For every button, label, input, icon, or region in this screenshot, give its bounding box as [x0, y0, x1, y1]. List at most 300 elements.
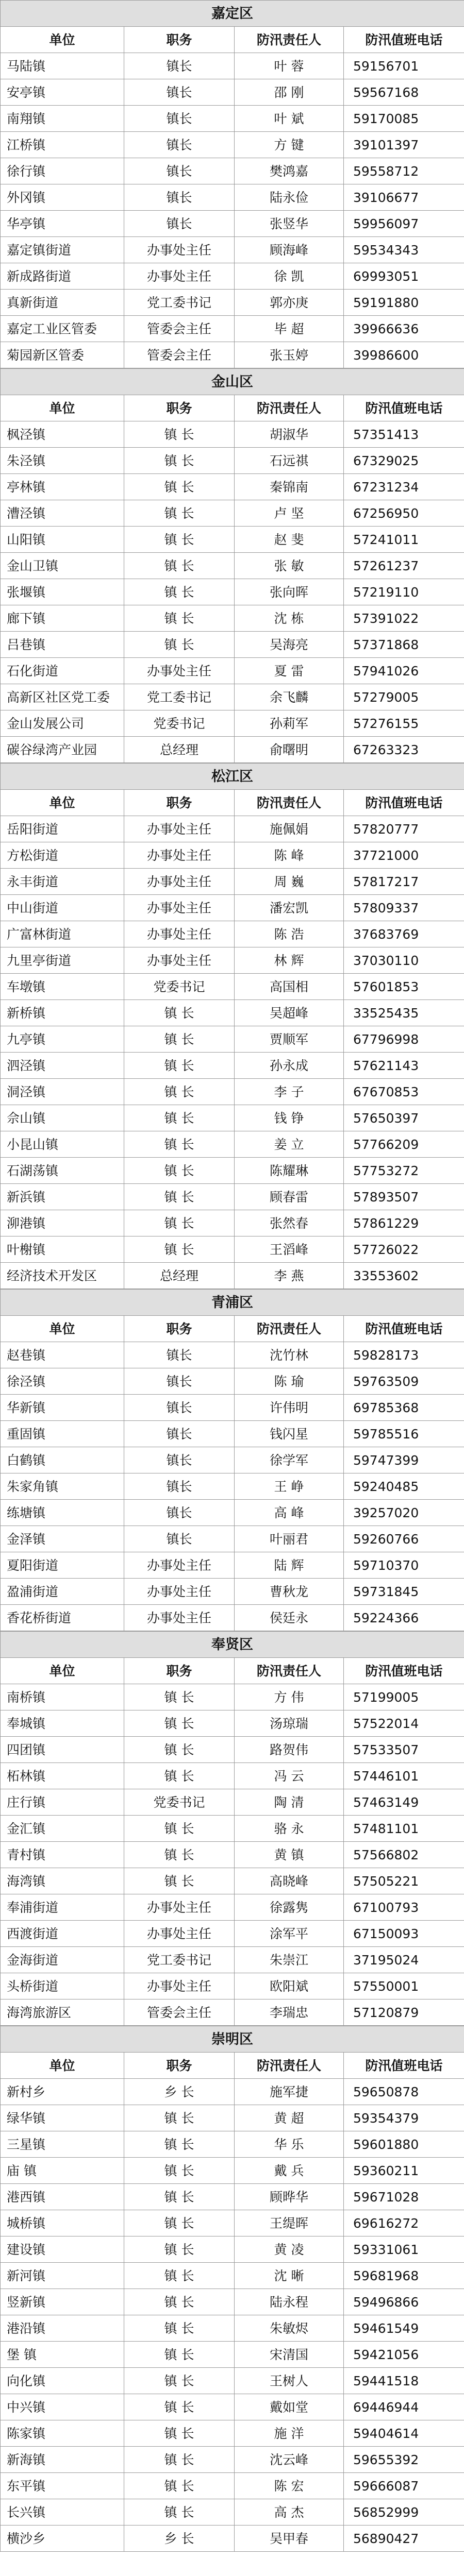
duty-phone: 57650397	[344, 1105, 464, 1131]
unit-role: 镇 长	[124, 2236, 235, 2263]
unit-role: 镇 长	[124, 1737, 235, 1763]
table-row	[1, 842, 464, 869]
unit-name: 石化街道	[1, 658, 124, 684]
responsible-person: 吴海亮	[235, 632, 344, 658]
responsible-person: 陈 浩	[235, 921, 344, 947]
responsible-person: 沈云峰	[235, 2447, 344, 2473]
duty-phone: 33553602	[344, 1263, 464, 1289]
duty-phone: 69785368	[344, 1395, 464, 1421]
duty-phone: 57481101	[344, 1816, 464, 1842]
unit-name: 经济技术开发区	[1, 1263, 124, 1289]
unit-name: 张堰镇	[1, 579, 124, 605]
unit-role: 总经理	[124, 737, 235, 763]
header-person: 防汛责任人	[235, 2053, 344, 2079]
responsible-person: 周 巍	[235, 869, 344, 895]
duty-phone: 57601853	[344, 974, 464, 1000]
unit-role: 镇 长	[124, 553, 235, 579]
unit-role: 镇 长	[124, 632, 235, 658]
table-row	[1, 2526, 464, 2552]
table-row	[1, 816, 464, 842]
table-row	[1, 1368, 464, 1395]
unit-role: 镇长	[124, 1421, 235, 1447]
header-phone: 防汛值班电话	[344, 2053, 464, 2079]
header-phone: 防汛值班电话	[344, 1316, 464, 1342]
duty-phone: 69993051	[344, 263, 464, 290]
unit-role: 办事处主任	[124, 263, 235, 290]
responsible-person: 徐露隽	[235, 1894, 344, 1921]
unit-name: 菊园新区管委	[1, 342, 124, 368]
duty-phone: 59956097	[344, 211, 464, 237]
unit-name: 头桥街道	[1, 1973, 124, 1999]
responsible-person: 陈耀琳	[235, 1158, 344, 1184]
table-row	[1, 53, 464, 79]
duty-phone: 59558712	[344, 158, 464, 184]
table-row	[1, 421, 464, 448]
district-name: 嘉定区	[1, 1, 464, 27]
responsible-person: 石远祺	[235, 448, 344, 474]
responsible-person: 顾海峰	[235, 237, 344, 263]
duty-phone: 59331061	[344, 2236, 464, 2263]
header-person: 防汛责任人	[235, 395, 344, 421]
duty-phone: 67263323	[344, 737, 464, 763]
unit-role: 镇 长	[124, 2420, 235, 2447]
table-row	[1, 2131, 464, 2158]
duty-phone: 57505221	[344, 1868, 464, 1894]
duty-phone: 39106677	[344, 184, 464, 211]
unit-role: 镇长	[124, 1473, 235, 1500]
unit-role: 办事处主任	[124, 842, 235, 869]
unit-name: 金汇镇	[1, 1816, 124, 1842]
duty-phone: 57351413	[344, 421, 464, 448]
unit-role: 镇 长	[124, 1026, 235, 1053]
table-row	[1, 1526, 464, 1552]
unit-role: 办事处主任	[124, 921, 235, 947]
unit-name: 石湖荡镇	[1, 1158, 124, 1184]
responsible-person: 沈 栋	[235, 605, 344, 632]
responsible-person: 涂军平	[235, 1921, 344, 1947]
duty-phone: 59354379	[344, 2105, 464, 2131]
responsible-person: 陆永程	[235, 2289, 344, 2315]
unit-role: 镇 长	[124, 1868, 235, 1894]
responsible-person: 王树人	[235, 2368, 344, 2394]
responsible-person: 陈 峰	[235, 842, 344, 869]
district-title-row	[1, 1290, 464, 1316]
table-row	[1, 2236, 464, 2263]
duty-phone: 57241011	[344, 527, 464, 553]
duty-phone: 67100793	[344, 1894, 464, 1921]
header-person: 防汛责任人	[235, 1316, 344, 1342]
unit-role: 镇 长	[124, 1842, 235, 1868]
unit-name: 西渡街道	[1, 1921, 124, 1947]
unit-name: 长兴镇	[1, 2499, 124, 2526]
duty-phone: 57261237	[344, 553, 464, 579]
unit-name: 堡 镇	[1, 2342, 124, 2368]
table-row	[1, 1842, 464, 1868]
unit-name: 永丰街道	[1, 869, 124, 895]
responsible-person: 欧阳斌	[235, 1973, 344, 1999]
unit-name: 中山街道	[1, 895, 124, 921]
unit-name: 重固镇	[1, 1421, 124, 1447]
unit-role: 乡 长	[124, 2079, 235, 2105]
unit-role: 管委会主任	[124, 316, 235, 342]
table-row	[1, 895, 464, 921]
unit-name: 嘉定镇街道	[1, 237, 124, 263]
duty-phone: 57809337	[344, 895, 464, 921]
unit-role: 镇 长	[124, 1131, 235, 1158]
responsible-person: 俞曙明	[235, 737, 344, 763]
responsible-person: 曹秋龙	[235, 1579, 344, 1605]
district-title-row	[1, 1, 464, 27]
duty-phone: 59666087	[344, 2473, 464, 2499]
unit-name: 朱泾镇	[1, 448, 124, 474]
table-row	[1, 553, 464, 579]
responsible-person: 方 伟	[235, 1684, 344, 1710]
duty-phone: 69446944	[344, 2394, 464, 2420]
unit-role: 镇 长	[124, 579, 235, 605]
unit-name: 竖新镇	[1, 2289, 124, 2315]
unit-role: 办事处主任	[124, 947, 235, 974]
table-row	[1, 1447, 464, 1473]
responsible-person: 宋清国	[235, 2342, 344, 2368]
responsible-person: 侯廷永	[235, 1605, 344, 1631]
responsible-person: 潘宏凯	[235, 895, 344, 921]
duty-phone: 59260766	[344, 1526, 464, 1552]
district-table	[0, 0, 464, 368]
column-header-row	[1, 27, 464, 53]
unit-role: 镇 长	[124, 2210, 235, 2236]
unit-name: 柘林镇	[1, 1763, 124, 1789]
responsible-person: 戴如堂	[235, 2394, 344, 2420]
table-row	[1, 1131, 464, 1158]
duty-phone: 59681968	[344, 2263, 464, 2289]
unit-name: 青村镇	[1, 1842, 124, 1868]
duty-phone: 59534343	[344, 237, 464, 263]
duty-phone: 57941026	[344, 658, 464, 684]
duty-phone: 59671028	[344, 2184, 464, 2210]
duty-phone: 57820777	[344, 816, 464, 842]
responsible-person: 王缇晖	[235, 2210, 344, 2236]
unit-role: 镇长	[124, 1395, 235, 1421]
header-phone: 防汛值班电话	[344, 395, 464, 421]
table-row	[1, 1999, 464, 2026]
duty-phone: 59763509	[344, 1368, 464, 1395]
unit-name: 金山卫镇	[1, 553, 124, 579]
table-row	[1, 710, 464, 737]
district-table	[0, 763, 464, 1289]
unit-name: 漕泾镇	[1, 500, 124, 527]
unit-role: 镇 长	[124, 1000, 235, 1026]
header-phone: 防汛值班电话	[344, 1658, 464, 1684]
unit-name: 马陆镇	[1, 53, 124, 79]
unit-name: 廊下镇	[1, 605, 124, 632]
unit-role: 镇 长	[124, 2368, 235, 2394]
responsible-person: 毕 超	[235, 316, 344, 342]
unit-role: 镇 长	[124, 1710, 235, 1737]
duty-phone: 57533507	[344, 1737, 464, 1763]
district-name: 崇明区	[1, 2026, 464, 2053]
duty-phone: 59360211	[344, 2158, 464, 2184]
header-unit: 单位	[1, 1658, 124, 1684]
unit-name: 华新镇	[1, 1395, 124, 1421]
responsible-person: 黄 凌	[235, 2236, 344, 2263]
unit-name: 绿华镇	[1, 2105, 124, 2131]
table-row	[1, 2263, 464, 2289]
unit-name: 九里亭街道	[1, 947, 124, 974]
unit-role: 镇 长	[124, 1184, 235, 1210]
unit-role: 镇 长	[124, 2394, 235, 2420]
duty-phone: 56890427	[344, 2526, 464, 2552]
duty-phone: 59731845	[344, 1579, 464, 1605]
unit-role: 办事处主任	[124, 869, 235, 895]
unit-role: 镇 长	[124, 1684, 235, 1710]
unit-role: 镇 长	[124, 1236, 235, 1263]
unit-name: 庄行镇	[1, 1789, 124, 1816]
unit-role: 镇 长	[124, 474, 235, 500]
unit-name: 洞泾镇	[1, 1079, 124, 1105]
responsible-person: 陆永俭	[235, 184, 344, 211]
responsible-person: 施 洋	[235, 2420, 344, 2447]
responsible-person: 高晓峰	[235, 1868, 344, 1894]
duty-phone: 67256950	[344, 500, 464, 527]
unit-role: 镇 长	[124, 1079, 235, 1105]
responsible-person: 陈 瑜	[235, 1368, 344, 1395]
unit-name: 三星镇	[1, 2131, 124, 2158]
unit-name: 新浜镇	[1, 1184, 124, 1210]
responsible-person: 朱崇江	[235, 1947, 344, 1973]
unit-role: 镇 长	[124, 1763, 235, 1789]
unit-name: 金泽镇	[1, 1526, 124, 1552]
table-row	[1, 1552, 464, 1579]
unit-role: 镇 长	[124, 1053, 235, 1079]
district-table	[0, 368, 464, 763]
unit-role: 镇长	[124, 1526, 235, 1552]
unit-name: 广富林街道	[1, 921, 124, 947]
unit-role: 镇长	[124, 184, 235, 211]
unit-role: 镇 长	[124, 2499, 235, 2526]
duty-phone: 67150093	[344, 1921, 464, 1947]
duty-phone: 57276155	[344, 710, 464, 737]
table-row	[1, 2184, 464, 2210]
unit-name: 盈浦街道	[1, 1579, 124, 1605]
table-row	[1, 2342, 464, 2368]
responsible-person: 路贺伟	[235, 1737, 344, 1763]
unit-role: 镇 长	[124, 1816, 235, 1842]
header-phone: 防汛值班电话	[344, 790, 464, 816]
district-name: 松江区	[1, 764, 464, 790]
responsible-person: 叶 斌	[235, 106, 344, 132]
unit-name: 枫泾镇	[1, 421, 124, 448]
unit-role: 党委书记	[124, 974, 235, 1000]
unit-name: 九亭镇	[1, 1026, 124, 1053]
duty-phone: 39101397	[344, 132, 464, 158]
district-name: 金山区	[1, 369, 464, 395]
unit-name: 建设镇	[1, 2236, 124, 2263]
unit-name: 金海街道	[1, 1947, 124, 1973]
responsible-person: 徐 凯	[235, 263, 344, 290]
duty-phone: 57550001	[344, 1973, 464, 1999]
table-row	[1, 1263, 464, 1289]
responsible-person: 陶 清	[235, 1789, 344, 1816]
unit-name: 练塘镇	[1, 1500, 124, 1526]
duty-phone: 59828173	[344, 1342, 464, 1368]
header-unit: 单位	[1, 395, 124, 421]
column-header-row	[1, 2053, 464, 2079]
header-unit: 单位	[1, 2053, 124, 2079]
responsible-person: 许伟明	[235, 1395, 344, 1421]
unit-role: 总经理	[124, 1263, 235, 1289]
duty-phone: 56852999	[344, 2499, 464, 2526]
table-row	[1, 2079, 464, 2105]
responsible-person: 朱敏烬	[235, 2315, 344, 2342]
unit-name: 外冈镇	[1, 184, 124, 211]
responsible-person: 方 键	[235, 132, 344, 158]
header-person: 防汛责任人	[235, 27, 344, 53]
responsible-person: 胡淑华	[235, 421, 344, 448]
table-row	[1, 1000, 464, 1026]
unit-role: 镇 长	[124, 500, 235, 527]
duty-phone: 57446101	[344, 1763, 464, 1789]
duty-phone: 59710370	[344, 1552, 464, 1579]
unit-role: 党工委书记	[124, 290, 235, 316]
table-row	[1, 869, 464, 895]
responsible-person: 樊鸿嘉	[235, 158, 344, 184]
district-title-row	[1, 764, 464, 790]
header-person: 防汛责任人	[235, 1658, 344, 1684]
unit-name: 泖港镇	[1, 1210, 124, 1236]
table-row	[1, 2158, 464, 2184]
table-row	[1, 1605, 464, 1631]
header-role: 职务	[124, 1316, 235, 1342]
duty-phone: 57219110	[344, 579, 464, 605]
table-row	[1, 2394, 464, 2420]
unit-name: 南桥镇	[1, 1684, 124, 1710]
unit-name: 新河镇	[1, 2263, 124, 2289]
duty-phone: 59496866	[344, 2289, 464, 2315]
table-row	[1, 527, 464, 553]
table-row	[1, 1947, 464, 1973]
unit-name: 港沿镇	[1, 2315, 124, 2342]
unit-role: 镇 长	[124, 2289, 235, 2315]
responsible-person: 叶 蓉	[235, 53, 344, 79]
duty-phone: 57817217	[344, 869, 464, 895]
unit-role: 镇 长	[124, 2342, 235, 2368]
duty-phone: 57463149	[344, 1789, 464, 1816]
duty-phone: 59461549	[344, 2315, 464, 2342]
table-row	[1, 211, 464, 237]
duty-phone: 33525435	[344, 1000, 464, 1026]
responsible-person: 黄 镇	[235, 1842, 344, 1868]
unit-name: 香花桥街道	[1, 1605, 124, 1631]
table-row	[1, 1894, 464, 1921]
duty-phone: 39257020	[344, 1500, 464, 1526]
responsible-person: 陈 宏	[235, 2473, 344, 2499]
table-row	[1, 1710, 464, 1737]
responsible-person: 徐学军	[235, 1447, 344, 1473]
table-row	[1, 474, 464, 500]
unit-role: 镇 长	[124, 448, 235, 474]
unit-name: 华亭镇	[1, 211, 124, 237]
district-title-row	[1, 1632, 464, 1658]
table-row	[1, 1473, 464, 1500]
responsible-person: 施军捷	[235, 2079, 344, 2105]
table-row	[1, 2473, 464, 2499]
responsible-person: 高国相	[235, 974, 344, 1000]
duty-phone: 37030110	[344, 947, 464, 974]
responsible-person: 夏 雷	[235, 658, 344, 684]
header-unit: 单位	[1, 27, 124, 53]
unit-name: 庙 镇	[1, 2158, 124, 2184]
responsible-person: 吴甲春	[235, 2526, 344, 2552]
table-row	[1, 605, 464, 632]
unit-role: 办事处主任	[124, 1894, 235, 1921]
unit-name: 方松街道	[1, 842, 124, 869]
unit-role: 镇 长	[124, 2473, 235, 2499]
unit-role: 镇长	[124, 1447, 235, 1473]
unit-name: 海湾镇	[1, 1868, 124, 1894]
header-phone: 防汛值班电话	[344, 27, 464, 53]
duty-phone: 57753272	[344, 1158, 464, 1184]
duty-phone: 67796998	[344, 1026, 464, 1053]
duty-phone: 39966636	[344, 316, 464, 342]
duty-phone: 37195024	[344, 1947, 464, 1973]
responsible-person: 顾春雷	[235, 1184, 344, 1210]
table-row	[1, 1210, 464, 1236]
responsible-person: 余飞麟	[235, 684, 344, 710]
responsible-person: 邵 刚	[235, 79, 344, 106]
table-row	[1, 1342, 464, 1368]
responsible-person: 贾顺军	[235, 1026, 344, 1053]
responsible-person: 张竖华	[235, 211, 344, 237]
unit-name: 吕巷镇	[1, 632, 124, 658]
duty-phone: 67329025	[344, 448, 464, 474]
duty-phone: 57621143	[344, 1053, 464, 1079]
duty-phone: 59156701	[344, 53, 464, 79]
unit-role: 镇长	[124, 1500, 235, 1526]
column-header-row	[1, 395, 464, 421]
table-row	[1, 132, 464, 158]
duty-phone: 57861229	[344, 1210, 464, 1236]
table-row	[1, 237, 464, 263]
responsible-person: 张 敏	[235, 553, 344, 579]
header-unit: 单位	[1, 790, 124, 816]
table-row	[1, 1921, 464, 1947]
table-row	[1, 290, 464, 316]
responsible-person: 王 峥	[235, 1473, 344, 1500]
table-row	[1, 1236, 464, 1263]
table-row	[1, 1973, 464, 1999]
duty-phone: 59170085	[344, 106, 464, 132]
duty-phone: 59404614	[344, 2420, 464, 2447]
table-row	[1, 974, 464, 1000]
table-row	[1, 263, 464, 290]
responsible-person: 钱 铮	[235, 1105, 344, 1131]
unit-role: 乡 长	[124, 2526, 235, 2552]
table-row	[1, 1737, 464, 1763]
table-row	[1, 1684, 464, 1710]
duty-phone: 59441518	[344, 2368, 464, 2394]
responsible-person: 张玉婷	[235, 342, 344, 368]
unit-role: 镇 长	[124, 2105, 235, 2131]
responsible-person: 李 燕	[235, 1263, 344, 1289]
unit-name: 小昆山镇	[1, 1131, 124, 1158]
unit-name: 城桥镇	[1, 2210, 124, 2236]
unit-role: 办事处主任	[124, 1579, 235, 1605]
unit-role: 办事处主任	[124, 895, 235, 921]
table-row	[1, 632, 464, 658]
district-title-row	[1, 2026, 464, 2053]
table-row	[1, 342, 464, 368]
duty-phone: 57522014	[344, 1710, 464, 1737]
